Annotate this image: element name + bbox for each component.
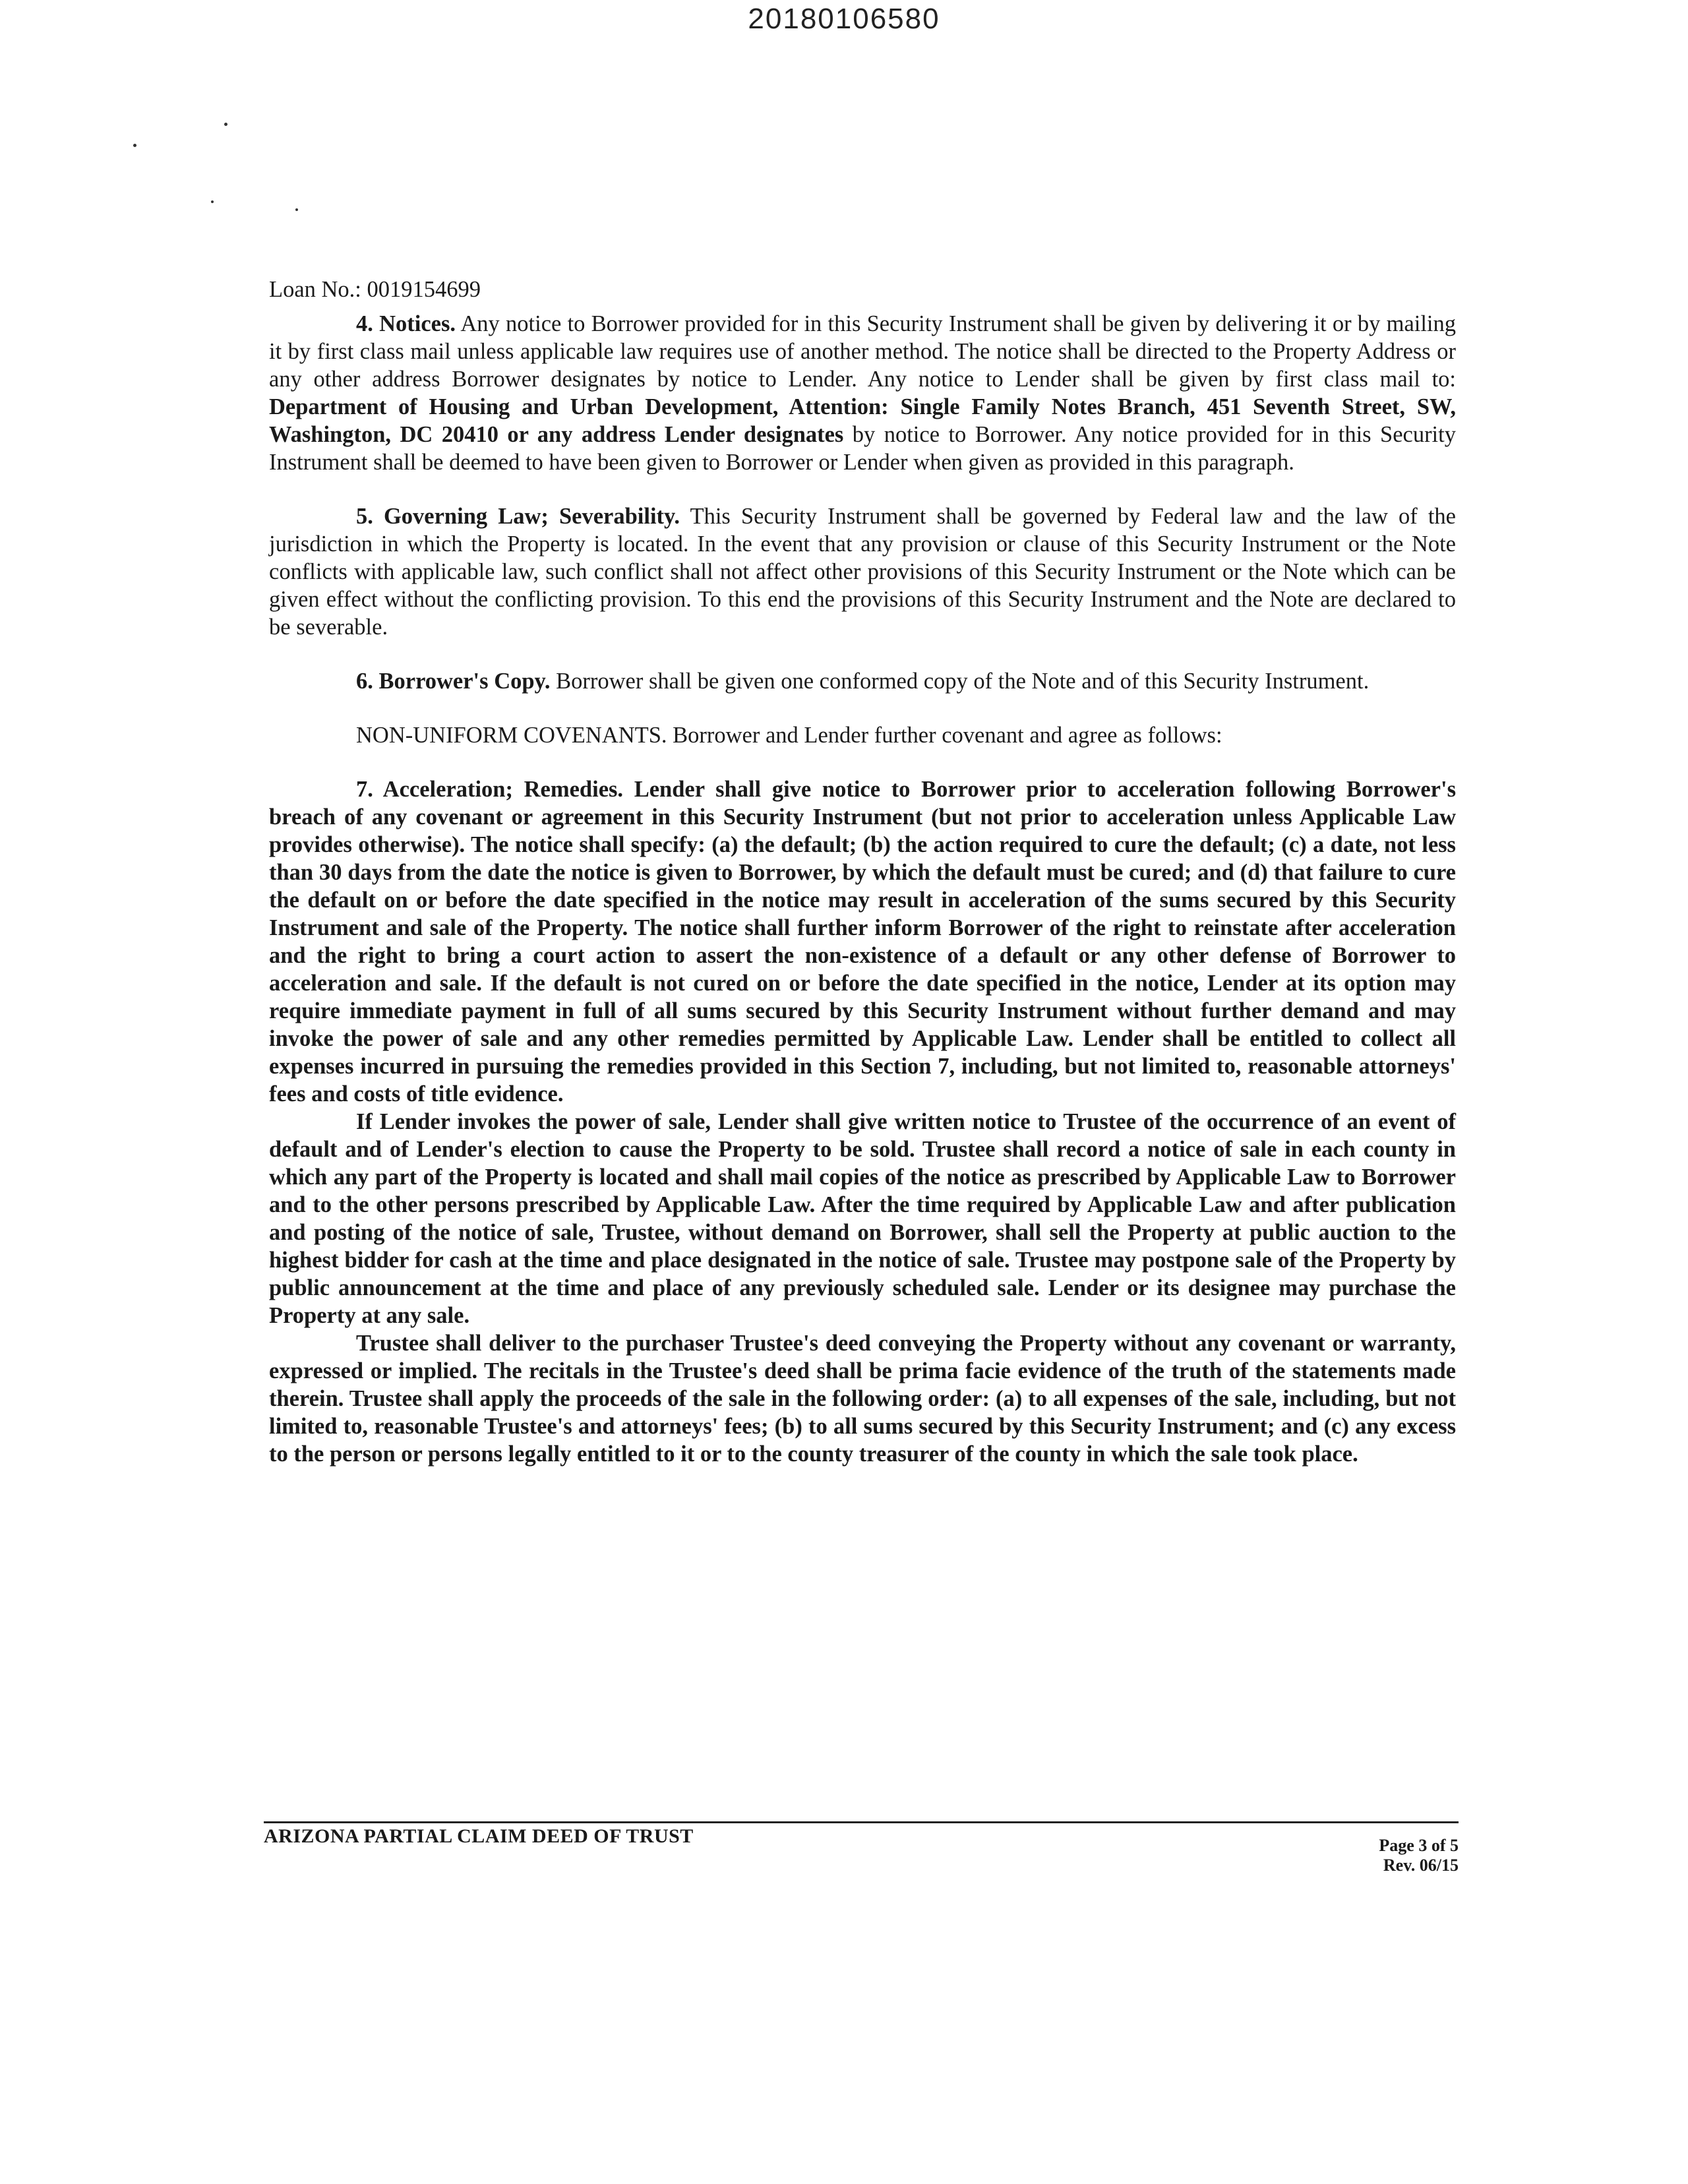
- scan-speck: [211, 200, 214, 203]
- section-7-acceleration: [269, 775, 1456, 1108]
- non-uniform-covenants: NON-UNIFORM COVENANTS. Borrower and Lender further covenant and agree as follows:: [356, 723, 1222, 748]
- section-7-trustee-deed: Trustee shall deliver to the purchaser Trustee's deed conveying the Property without any covenant or warranty, expressed or implied. The recitals in the Trustee's deed shall be prima facie evidence of the truth of the statements made therein. Trustee shall apply the proceeds of the sale in the following order: (a) to all expenses of the sale, including, but not limited to, reasonable Trustee's and attorneys' fees; (b) to all sums secured by this Security Instrument; and (c) any excess to the person or persons legally entitled to it or to the county treasurer of the county in which the sale took place.: [269, 1331, 1456, 1467]
- section-7-power-of-sale: If Lender invokes the power of sale, Lender shall give written notice to Trustee of the occurrence of an event of default and of Lender's election to cause the Property to be sold. Trustee shall record a notice of sale in each county in which any part of the Property is located and shall mail copies of the notice as prescribed by Applicable Law to Borrower and to the other persons prescribed by Applicable Law. After the time required by Applicable Law and after publication and posting of the notice of sale, Trustee, without demand on Borrower, shall sell the Property at public auction to the highest bidder for cash at the time and place designated in the notice of sale. Trustee may postpone sale of the Property by public announcement at the time and place of any previously scheduled sale. Lender or its designee may purchase the Property at any sale.: [269, 1109, 1456, 1328]
- section-6-heading: Borrower's Copy.: [378, 669, 551, 694]
- section-7-heading: Acceleration; Remedies.: [382, 777, 624, 802]
- section-4-notices: [269, 310, 1456, 476]
- revision-date: Rev. 06/15: [1383, 1856, 1459, 1875]
- loan-number-line: [269, 276, 1456, 303]
- section-5-number: 5.: [356, 504, 373, 529]
- loan-label: Loan No.:: [269, 277, 361, 302]
- page-number: Page 3 of 5: [1379, 1836, 1459, 1855]
- section-5-heading: Governing Law; Severability.: [383, 504, 680, 529]
- section-4-number: 4.: [356, 311, 373, 336]
- loan-number: 0019154699: [367, 277, 481, 302]
- section-5-governing-law: [269, 502, 1456, 641]
- scan-speck: [295, 208, 298, 211]
- section-4-heading: Notices.: [379, 311, 456, 336]
- scan-speck: [224, 123, 227, 126]
- form-title: ARIZONA PARTIAL CLAIM DEED OF TRUST: [264, 1825, 694, 1847]
- hud-address: Department of Housing and Urban Development, Attention: Single Family Notes Branch, 451 Seventh Street, SW, Washington, DC 20410 or any address Lender designates: [269, 394, 1456, 447]
- footer-divider: [264, 1821, 1459, 1823]
- section-4-text-b: by notice to Borrower. Any notice provided for in this Security Instrument shall be deemed to have been given to Borrower or Lender when given as provided in this paragraph.: [269, 422, 1456, 475]
- document-body: [269, 276, 1456, 1468]
- section-7-number: 7.: [356, 777, 373, 802]
- section-6-borrowers-copy: [269, 667, 1456, 695]
- scan-speck: [133, 144, 136, 147]
- section-6-number: 6.: [356, 669, 373, 694]
- section-7-text: Lender shall give notice to Borrower prior to acceleration following Borrower's breach of any covenant or agreement in this Security Instrument (but not prior to acceleration unless Applicable Law provides otherwise). The notice shall specify: (a) the default; (b) the action required to cure the default; (c) a date, not less than 30 days from the date the notice is given to Borrower, by which the default must be cured; and (d) that failure to cure the default on or before the date specified in the notice may result in acceleration of the sums secured by this Security Instrument and sale of the Property. The notice shall further inform Borrower of the right to reinstate after acceleration and the right to bring a court action to assert the non-existence of a default or any other defense of Borrower to acceleration and sale. If the default is not cured on or before the date specified in the notice, Lender at its option may require immediate payment in full of all sums secured by this Security Instrument without further demand and may invoke the power of sale and any other remedies permitted by Applicable Law. Lender shall be entitled to collect all expenses incurred in pursuing the remedies provided in this Section 7, including, but not limited to, reasonable attorneys' fees and costs of title evidence.: [269, 777, 1456, 1107]
- section-5-text: This Security Instrument shall be governed by Federal law and the law of the jurisdiction in which the Property is located. In the event that any provision or clause of this Security Instrument or the Note conflicts with applicable law, such conflict shall not affect other provisions of this Security Instrument or the Note which can be given effect without the conflicting provision. To this end the provisions of this Security Instrument and the Note are declared to be severable.: [269, 504, 1456, 640]
- page-info: [1379, 1836, 1459, 1875]
- recording-number: 20180106580: [748, 3, 940, 35]
- section-4-text-a: Any notice to Borrower provided for in this Security Instrument shall be given by delivering it or by mailing it by first class mail unless applicable law requires use of another method. The notice shall be directed to the Property Address or any other address Borrower designates by notice to Lender. Any notice to Lender shall be given by first class mail to:: [269, 311, 1457, 392]
- section-6-text: Borrower shall be given one conformed copy of the Note and of this Security Instrument.: [550, 669, 1370, 694]
